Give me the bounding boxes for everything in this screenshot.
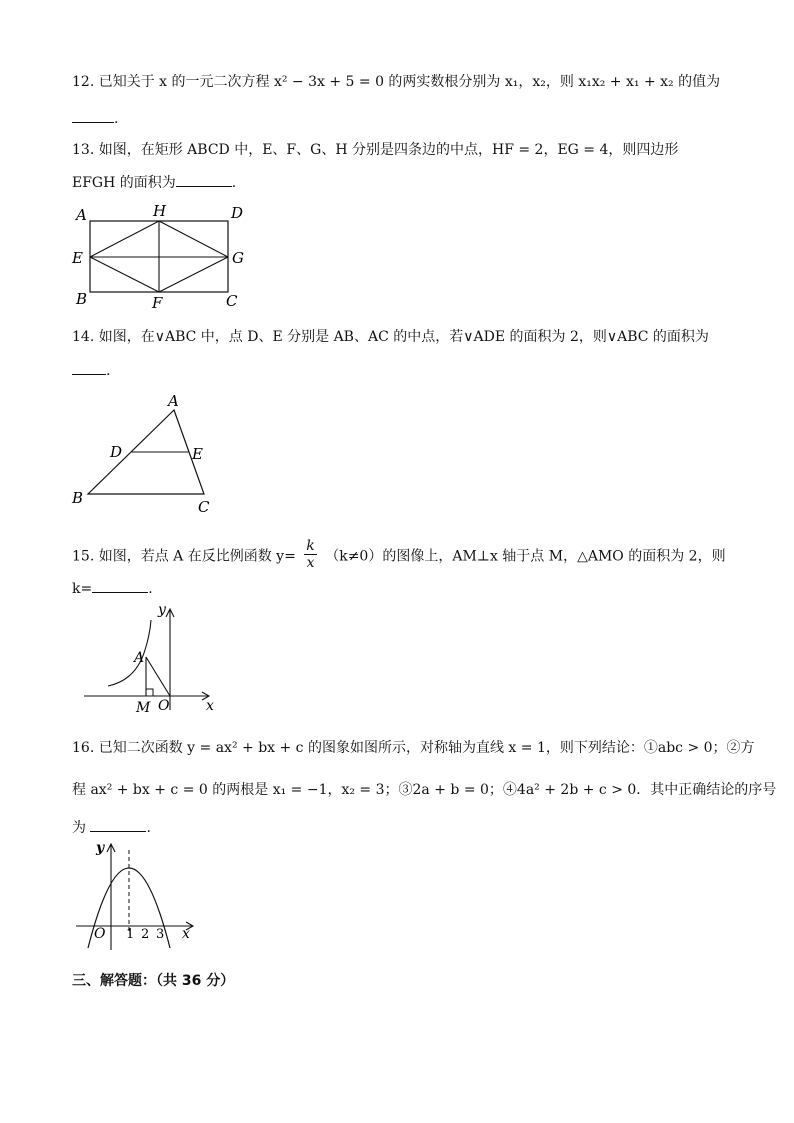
label-o: O — [94, 926, 106, 942]
tick-label-1: 1 — [126, 927, 135, 942]
fraction-numerator: k — [306, 538, 315, 554]
label-b: B — [72, 489, 84, 507]
label-x: x — [206, 698, 214, 714]
q13-text: 13. 如图，在矩形 ABCD 中，E、F、G、H 分别是四条边的中点，HF = 2，EG = 4，则四边形 — [72, 142, 679, 158]
label-g: G — [232, 249, 244, 267]
label-c: C — [226, 292, 238, 310]
q14-answer-line — [72, 360, 110, 381]
label-b: B — [76, 290, 88, 308]
q12-text: 12. 已知关于 x 的一元二次方程 x² − 3x + 5 = 0 的两实数根分别为 x₁，x₂，则 x₁x₂ + x₁ + x₂ 的值为 — [72, 74, 721, 90]
label-a: A — [168, 392, 179, 410]
q15-period: . — [148, 581, 153, 597]
label-d: D — [231, 204, 244, 222]
segment-ao — [146, 657, 170, 696]
label-a: A — [76, 206, 87, 224]
label-o: O — [158, 698, 170, 714]
label-f: F — [152, 294, 163, 312]
label-y: y — [158, 602, 166, 618]
q15-prefix: k= — [72, 581, 93, 597]
label-y: y — [96, 840, 105, 856]
segment-gh — [159, 221, 228, 257]
label-a: A — [134, 650, 145, 666]
q15-text-b: （k≠0）的图像上，AM⊥x 轴于点 M，△AMO 的面积为 2，则 — [325, 548, 726, 565]
label-e: E — [192, 445, 203, 463]
label-d: D — [110, 443, 123, 461]
label-h: H — [153, 202, 167, 220]
q14-text: 14. 如图，在∨ABC 中，点 D、E 分别是 AB、AC 的中点，若∨ADE 的面积为 2，则∨ABC 的面积为 — [72, 329, 709, 345]
q16-text-line1: 16. 已知二次函数 y = ax² + bx + c 的图象如图所示，对称轴为直线 x = 1，则下列结论：①abc > 0；②方 — [72, 740, 755, 756]
tick-label-3: 3 — [156, 927, 165, 942]
answer-blank — [92, 578, 148, 593]
answer-blank — [176, 172, 232, 187]
label-m: M — [136, 700, 151, 716]
segment-he — [90, 221, 159, 257]
q16-text-line2: 程 ax² + bx + c = 0 的两根是 x₁ = −1，x₂ = 3；③2a + b = 0；④4a² + 2b + c > 0．其中正确结论的序号 — [72, 782, 777, 798]
label-x: x — [182, 926, 190, 942]
q12-answer-line — [72, 108, 118, 129]
q15-text — [72, 540, 726, 573]
q16-prefix: 为 — [72, 820, 86, 836]
q13-period: . — [231, 175, 237, 191]
q16-parabola-figure — [70, 838, 200, 950]
q16-answer-line — [72, 817, 151, 838]
answer-blank — [90, 817, 146, 832]
q16-period: . — [146, 820, 151, 836]
q13-rectangle-figure — [66, 200, 256, 315]
q13-prefix: EFGH 的面积为 — [72, 175, 176, 191]
section-title: 三、解答题：（共 36 分） — [72, 973, 235, 989]
answer-blank — [72, 108, 114, 123]
answer-blank — [72, 360, 106, 375]
hyperbola-curve — [108, 620, 151, 686]
right-angle-mark — [146, 689, 153, 696]
q13-answer-line — [72, 172, 236, 193]
segment-fg — [159, 257, 228, 292]
q15-text-a: 15. 如图，若点 A 在反比例函数 y= — [72, 548, 296, 565]
q12-period: . — [114, 111, 119, 127]
q15-answer-line — [72, 578, 153, 599]
tick-label-2: 2 — [141, 927, 150, 942]
label-e: E — [72, 249, 83, 267]
q15-hyperbola-figure — [70, 600, 230, 718]
label-c: C — [198, 498, 210, 516]
fraction-denominator: x — [306, 555, 315, 571]
q14-triangle-figure — [66, 390, 226, 518]
fraction-k-over-x — [304, 538, 316, 571]
segment-ef — [90, 257, 159, 292]
q14-period: . — [106, 363, 111, 379]
